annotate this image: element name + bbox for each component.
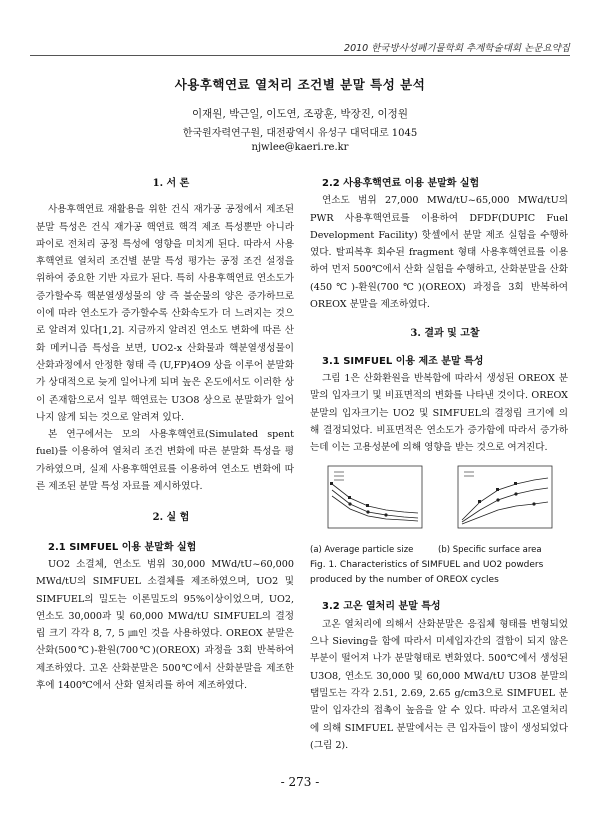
subsection-3-2-title: 3.2 고온 열처리 분말 특성	[322, 601, 441, 613]
figure-1b-plot	[444, 462, 556, 540]
figure-1a-plot	[314, 462, 426, 540]
intro-paragraph-2: 본 연구에서는 모의 사용후핵연료(Simulated spent fuel)를 이용하여 열처리 조건 변화에 따른 분말화 특성을 평가하였으며, 실제 사용후핵연료를 이용하여 연소도 변화에 따른 제조된 분말 특성 자료를 제시하였다.	[36, 429, 294, 493]
figure-1a-label: (a) Average particle size	[310, 545, 414, 556]
header-rule	[30, 55, 570, 56]
figure-1-caption: Fig. 1. Characteristics of SIMFUEL and UO2 powders produced by the number of OREOX cycles	[310, 560, 544, 586]
running-header: 2010 한국방사성폐기물학회 추계학술대회 논문요약집	[344, 43, 570, 54]
figure-1	[310, 462, 568, 558]
subsection-3-1-title: 3.1 SIMFUEL 이용 제조 분말 특성	[322, 355, 484, 367]
section-results-title: 3. 결과 및 고찰	[410, 328, 480, 340]
subsection-2-1-paragraph: UO2 소결체, 연소도 범위 30,000 MWd/tU~60,000 MWd/tU의 SIMFUEL 소결체를 제조하였으며, UO2 및 SIMFUEL의 밀도는 이론밀도의 95%이상이었으며, UO2, 연소도 30,000과 및 60,000 MWd/tU SIMFUEL의 결정립 크기 각각 8, 7, 5 ㎛인 것을 사용하였다. OREOX 분말은 산화(500℃)-환원(700℃)(OREOX) 과정을 3회 반복하여 제조하였다. 고온 산화분말은 500℃에서 산화분말을 제조한 후에 1400℃에서 산화 열처리를 하여 제조하였다.	[36, 558, 294, 692]
subsection-2-2-paragraph: 연소도 범위 27,000 MWd/tU~65,000 MWd/tU의 PWR 사용후핵연료를 이용하여 DFDF(DUPIC Fuel Development Facility) 핫셀에서 분말 제조 실험을 수행하였다. 탈피복후 회수된 fragment 형태 사용후핵연료를 이용하여 먼저 500℃에서 산화 실험을 수행하고, 산화분말을 산화(450℃)-환원(700℃)(OREOX) 과정을 3회 반복하여 OREOX 분말을 제조하였다.	[310, 195, 568, 311]
figure-1b-label: (b) Specific surface area	[438, 545, 542, 556]
section-introduction-title: 1. 서 론	[152, 178, 190, 189]
intro-paragraph-1: 사용후핵연료 재활용을 위한 건식 재가공 공정에서 제조된 분말 특성은 건식 재가공 핵연료 핵격 제조 특성뿐만 아니라 파이로 전처리 공정 특성에 영향을 미치게 된다. 따라서 사용후핵연료 열처리 조건별 분말 특성 평가는 공정 조건 설정을 위하여 중요한 기반 자료가 된다. 특히 사용후핵연료 연소도가 증가할수록 핵분열생성물의 양 즉 불순물의 양은 증가하므로 이에 따라 연소도가 증가할수록 산화속도가 더 느려지는 것으로 알려져 있다[1,2]. 지금까지 알려진 연소도 변화에 따른 산화 메커니즘 특성을 보면, UO2-x 산화물과 핵분열생성물이 산화과정에서 안정한 형태 즉 (U,FP)4O9 상을 이루어 분말화가 상대적으로 늦게 일어나게 되며 높은 온도에서도 이러한 상이 존재함으로서 일부 핵연료는 U3O8 상으로 분말화가 일어나지 않게 되는 것으로 알려져 있다.	[36, 204, 294, 423]
section-experiment-title: 2. 실 험	[152, 512, 190, 524]
right-column	[310, 175, 568, 754]
subsection-3-2-paragraph: 고온 열처리에 의해서 산화분말은 응집체 형태를 변형되었으나 Sieving을 함에 따라서 미세입자간의 결합이 되지 않은 부분이 떨어져 나가 분말형태로 변화였다. 500℃에서 생성된 U3O8, 연소도 30,000 및 60,000 MWd/tU U3O8 분말의 탭밀도는 각각 2.51, 2.69, 2.65 g/cm3으로 SIMFUEL 분말이 입자간의 접촉이 높음을 알 수 있다. 따라서 고온열처리에 의해 SIMFUEL 분말에서는 큰 입자들이 많이 생성되었다(그림 2).	[310, 618, 568, 751]
paper-title: 사용후핵연료 열처리 조건별 분말 특성 분석	[174, 77, 426, 92]
subsection-2-2-title: 2.2 사용후핵연료 이용 분말화 실험	[322, 178, 480, 189]
page-number: - 273 -	[280, 775, 320, 789]
paper-authors: 이재원, 박근일, 이도연, 조광훈, 박장진, 이정원	[192, 108, 408, 120]
paper-email[interactable]: njwlee@kaeri.re.kr	[251, 142, 349, 153]
subsection-2-1-title: 2.1 SIMFUEL 이용 분말화 실험	[48, 541, 197, 553]
paper-affiliation: 한국원자력연구원, 대전광역시 유성구 대덕대로 1045	[182, 128, 418, 139]
subsection-3-1-paragraph: 그림 1은 산화환원을 반복함에 따라서 생성된 OREOX 분말의 입자크기 및 비표면적의 변화를 나타낸 것이다. OREOX 분말의 입자크기는 UO2 및 SIMFUEL의 결정립 크기에 의해 결정되었다. 비표면적은 연소도가 증가함에 따라서 증가하는데 이는 고용성분에 의해 영향을 받는 것으로 여겨진다.	[310, 372, 568, 454]
left-column	[36, 175, 294, 694]
